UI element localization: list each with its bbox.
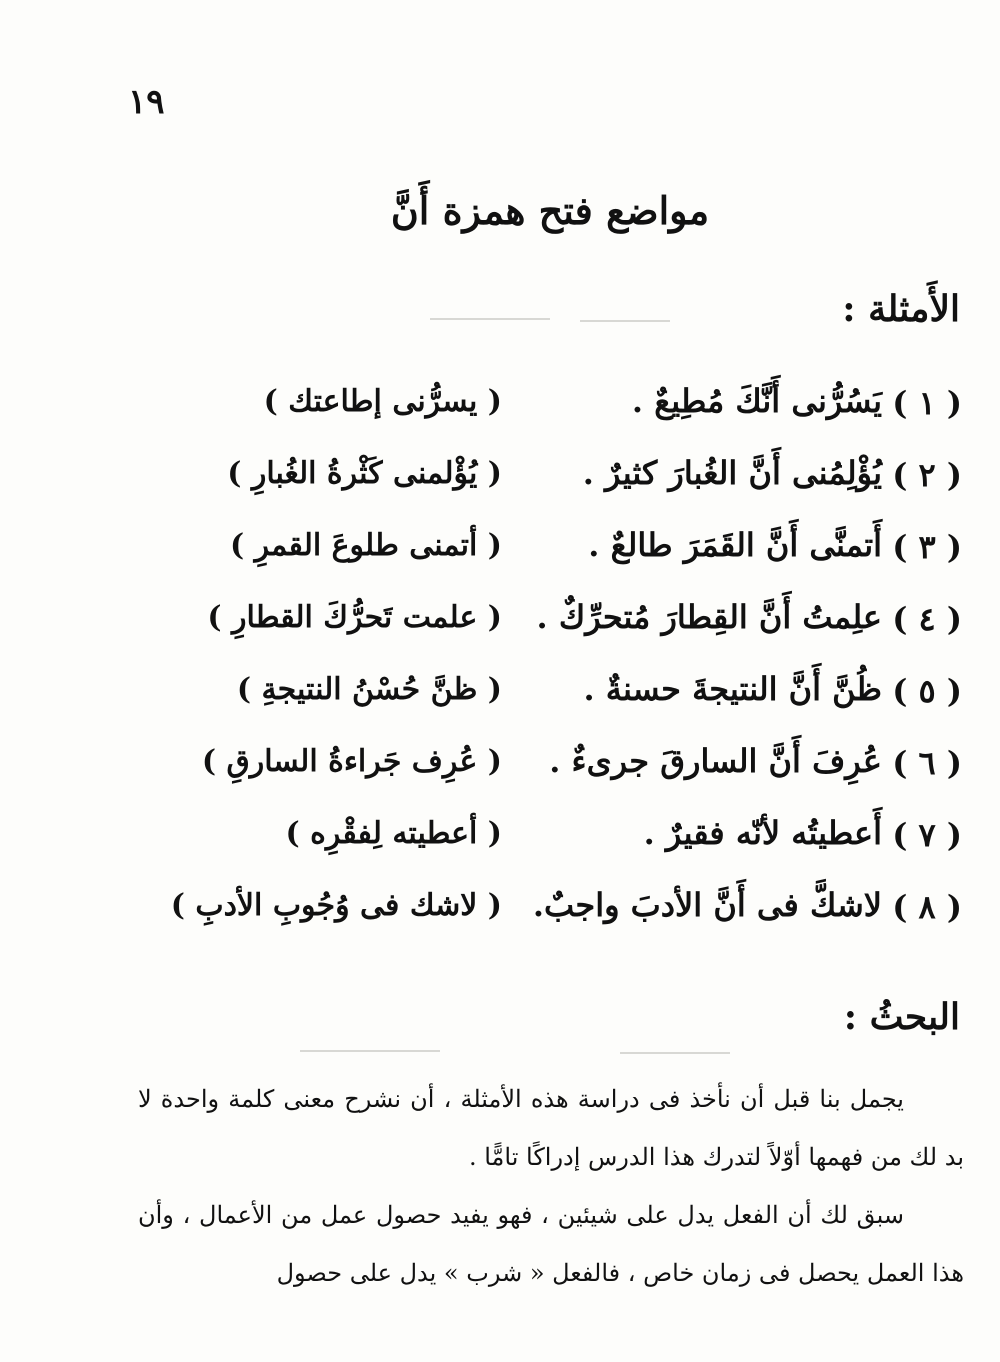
example-number: ( ١ ) [892, 384, 962, 422]
example-equivalent: ( يسرُّنى إطاعتك ) [263, 384, 502, 419]
example-row [150, 810, 962, 882]
example-equivalent: ( لاشك فى وُجُوبِ الأدبِ ) [170, 888, 502, 923]
example-equivalent: ( علمت تَحرُّكَ القطارِ ) [207, 600, 502, 635]
discussion-heading: البحثُ : [843, 996, 960, 1038]
example-sentence: يَسُرُّنى أَنَّكَ مُطِيعٌ . [631, 382, 882, 420]
example-number: ( ٨ ) [892, 888, 962, 926]
example-sentence: أَعطيتُه لأنّه فقيرٌ . [643, 814, 882, 852]
example-sentence: ظُنَّ أَنَّ النتيجةَ حسنةٌ . [583, 670, 882, 708]
page-title: مواضع فتح همزة أَنَّ [390, 188, 710, 233]
example-row [150, 738, 962, 810]
example-equivalent: ( عُرِف جَراءةُ السارقِ ) [201, 744, 502, 779]
example-equivalent: ( أعطيته لِفقْرِه ) [285, 816, 502, 851]
example-sentence: علِمتُ أَنَّ القِطارَ مُتحرِّكٌ . [536, 598, 882, 636]
example-equivalent: ( أتمنى طلوعَ القمرِ ) [229, 528, 502, 563]
examples-list [150, 378, 962, 954]
example-row [150, 378, 962, 450]
example-row [150, 450, 962, 522]
example-row [150, 666, 962, 738]
scan-texture-mark [430, 318, 550, 320]
body-paragraph: سبق لك أن الفعل يدل على شيئين ، فهو يفيد حصول عمل من الأعمال ، وأن هذا العمل يحصل فى زمان خاص ، فالفعل « شرب » يدل على حصول [138, 1201, 964, 1287]
example-number: ( ٢ ) [892, 456, 962, 494]
example-row [150, 522, 962, 594]
example-sentence: عُرِفَ أَنَّ السارقَ جرىءٌ . [549, 742, 882, 780]
example-number: ( ٣ ) [892, 528, 962, 566]
example-sentence: يُؤْلِمُنى أَنَّ الغُبارَ كثيرٌ . [582, 454, 882, 492]
example-row [150, 882, 962, 954]
example-number: ( ٤ ) [892, 600, 962, 638]
example-number: ( ٥ ) [892, 672, 962, 710]
body-paragraph: يجمل بنا قبل أن نأخذ فى دراسة هذه الأمثلة ، أن نشرح معنى كلمة واحدة لا بد لك من فهمها أوّلاً لتدرك هذا الدرس إدراكًا تامًّا . [138, 1085, 964, 1171]
example-row [150, 594, 962, 666]
examples-heading: الأَمثلة : [842, 288, 960, 330]
example-number: ( ٧ ) [892, 816, 962, 854]
scan-texture-mark [580, 320, 670, 322]
example-sentence: أَتمنَّى أَنَّ القَمَرَ طالعٌ . [588, 526, 882, 564]
example-sentence: لاشكَّ فى أَنَّ الأدبَ واجبٌ. [532, 886, 882, 924]
scan-texture-mark [620, 1052, 730, 1054]
example-equivalent: ( يُؤْلمنى كَثْرةُ الغُبارِ ) [227, 456, 502, 491]
page-number: ١٩ [128, 82, 165, 122]
example-equivalent: ( ظنَّ حُسْنُ النتيجةِ ) [236, 672, 502, 707]
scan-texture-mark [300, 1050, 440, 1052]
example-number: ( ٦ ) [892, 744, 962, 782]
discussion-body [138, 1070, 964, 1302]
